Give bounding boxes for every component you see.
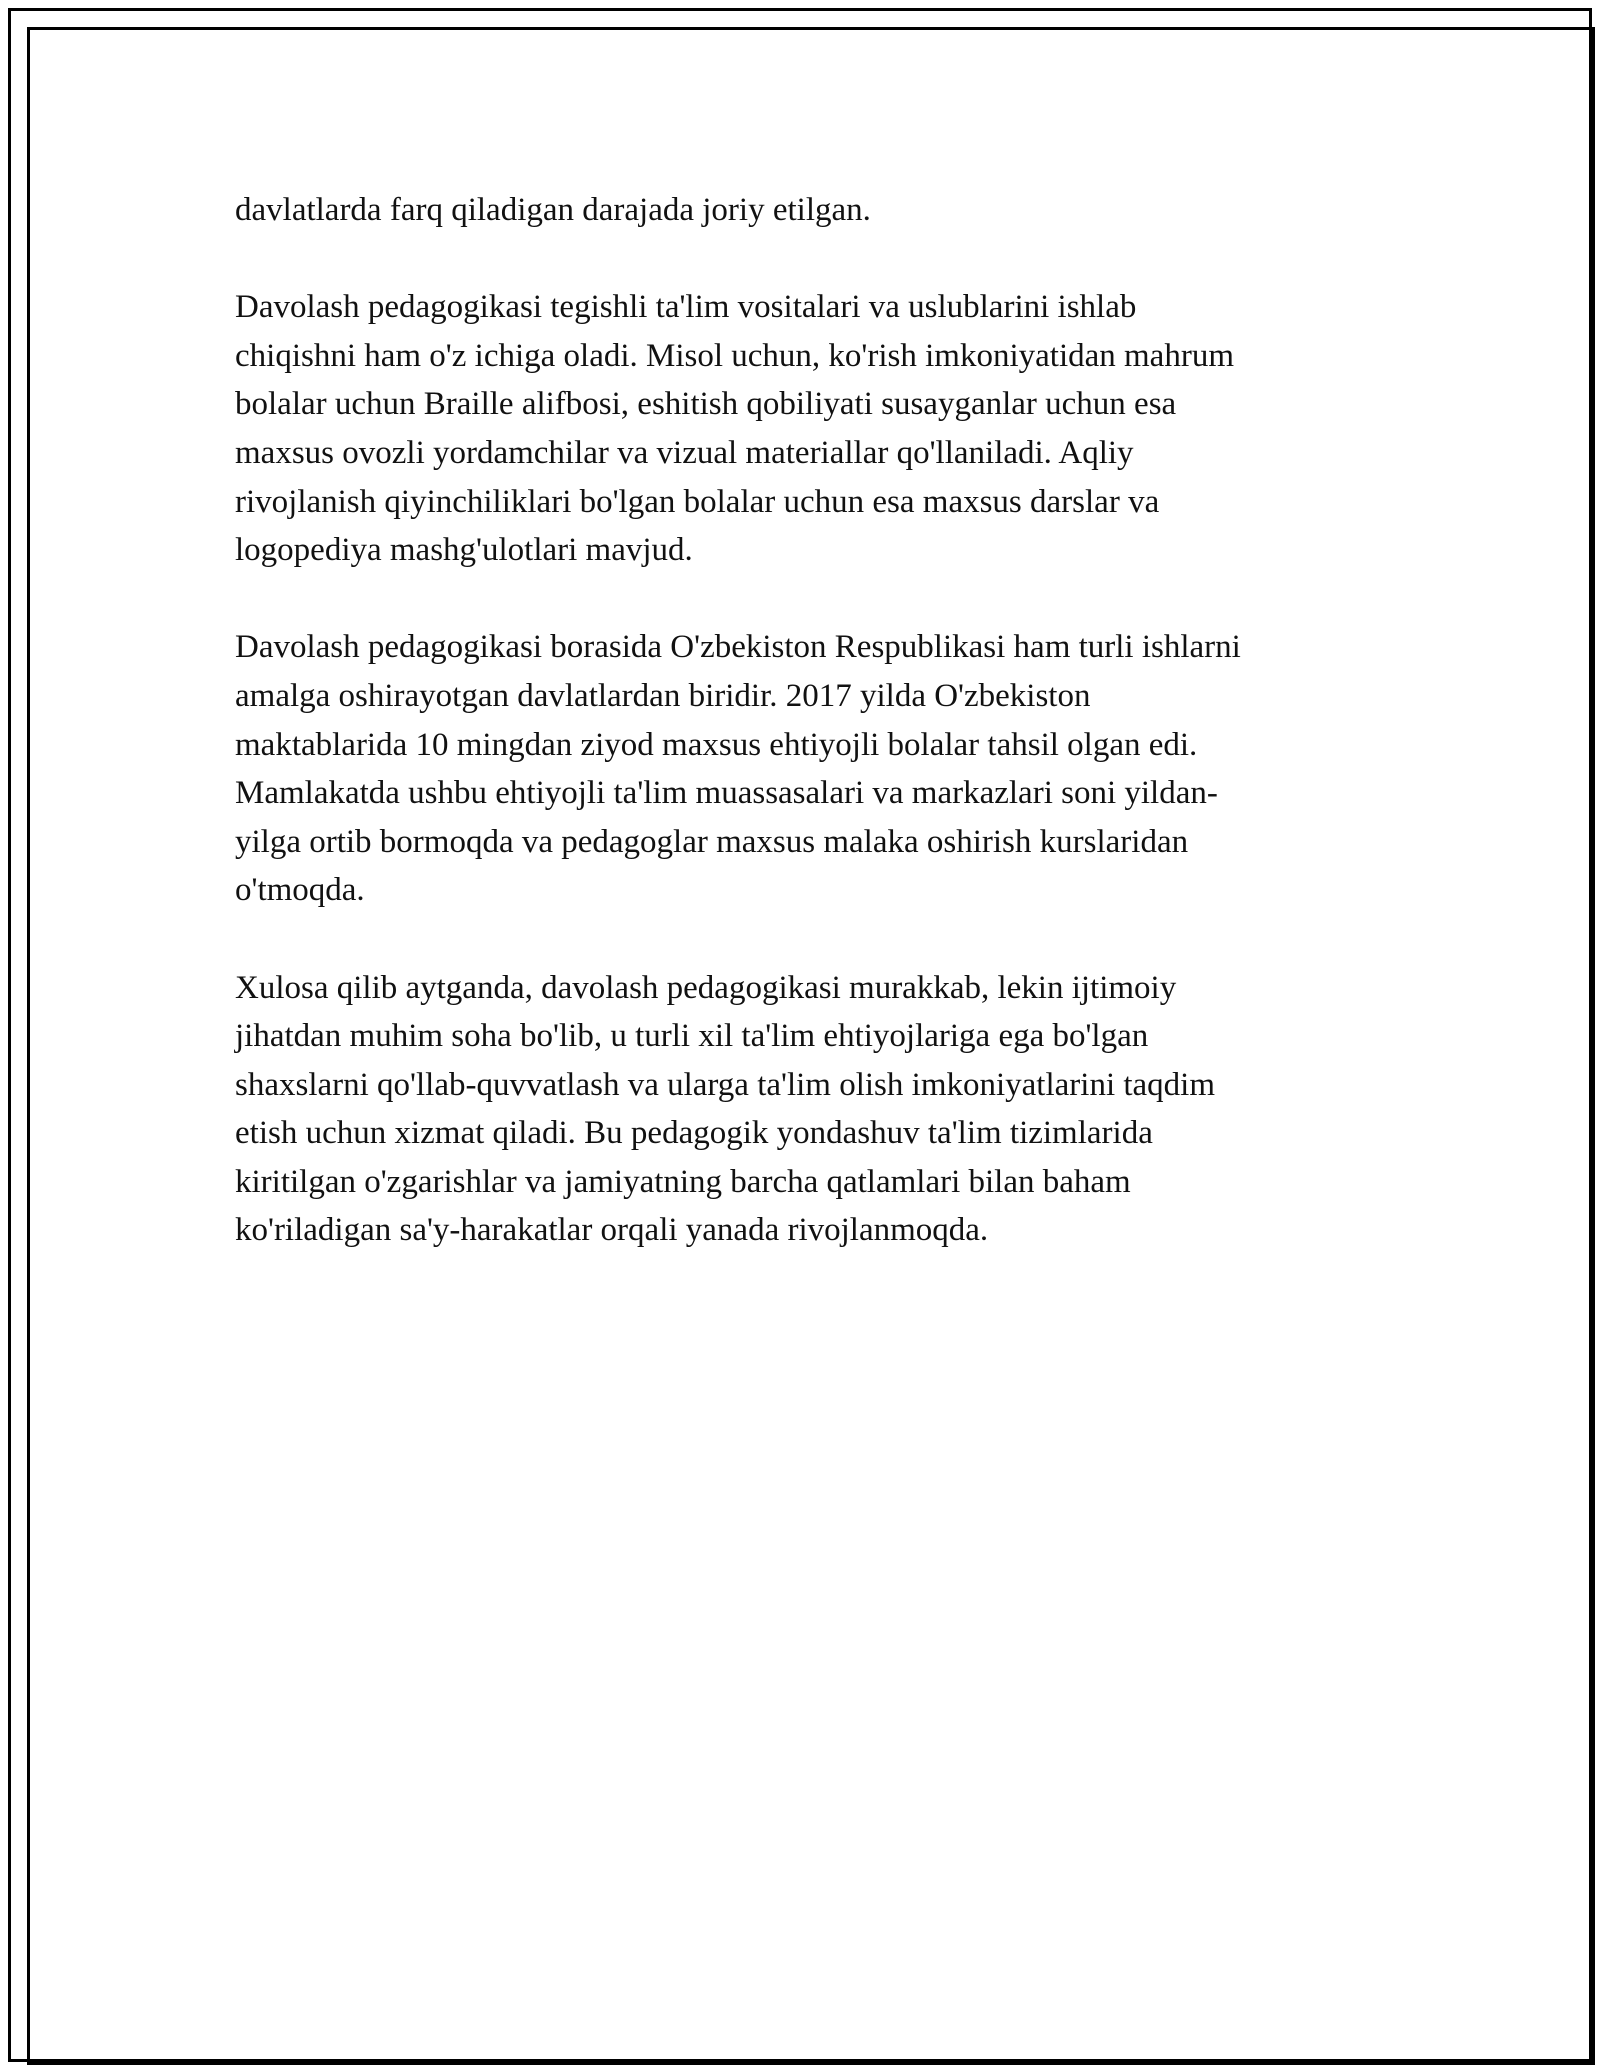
paragraph-line: kiritilgan o'zgarishlar va jamiyatning barcha qatlamlari bilan baham bbox=[235, 1163, 1131, 1200]
paragraph-line: o'tmoqda. bbox=[235, 872, 365, 909]
paragraph-line: Xulosa qilib aytganda, davolash pedagogikasi murakkab, lekin ijtimoiy bbox=[235, 969, 1177, 1006]
paragraph-line: etish uchun xizmat qiladi. Bu pedagogik yondashuv ta'lim tizimlarida bbox=[235, 1115, 1153, 1152]
paragraph-4 bbox=[235, 964, 1380, 1256]
paragraph-line: amalga oshirayotgan davlatlardan biridir. 2017 yilda O'zbekiston bbox=[235, 677, 1091, 714]
paragraph-line: chiqishni ham o'z ichiga oladi. Misol uchun, ko'rish imkoniyatidan mahrum bbox=[235, 337, 1234, 374]
paragraph-line: Mamlakatda ushbu ehtiyojli ta'lim muassasalari va markazlari soni yildan- bbox=[235, 775, 1218, 812]
paragraph-line: bolalar uchun Braille alifbosi, eshitish qobiliyati susayganlar uchun esa bbox=[235, 386, 1177, 423]
paragraph-line: Davolash pedagogikasi tegishli ta'lim vositalari va uslublarini ishlab bbox=[235, 289, 1137, 326]
document-body bbox=[235, 186, 1380, 1304]
paragraph-line: davlatlarda farq qiladigan darajada joriy etilgan. bbox=[235, 192, 871, 228]
paragraph-line: logopediya mashg'ulotlari mavjud. bbox=[235, 532, 693, 569]
paragraph-1 bbox=[235, 186, 1380, 235]
paragraph-line: ko'riladigan sa'y-harakatlar orqali yanada rivojlanmoqda. bbox=[235, 1212, 989, 1249]
paragraph-line: yilga ortib bormoqda va pedagoglar maxsus malaka oshirish kurslaridan bbox=[235, 823, 1189, 860]
paragraph-3 bbox=[235, 623, 1380, 915]
paragraph-2 bbox=[235, 283, 1380, 575]
paragraph-line: Davolash pedagogikasi borasida O'zbekiston Respublikasi ham turli ishlarni bbox=[235, 629, 1241, 666]
paragraph-line: jihatdan muhim soha bo'lib, u turli xil ta'lim ehtiyojlariga ega bo'lgan bbox=[235, 1018, 1149, 1055]
paragraph-line: maktablarida 10 mingdan ziyod maxsus ehtiyojli bolalar tahsil olgan edi. bbox=[235, 726, 1198, 763]
paragraph-line: shaxslarni qo'llab-quvvatlash va ularga ta'lim olish imkoniyatlarini taqdim bbox=[235, 1066, 1216, 1103]
paragraph-line: maxsus ovozli yordamchilar va vizual materiallar qo'llaniladi. Aqliy bbox=[235, 434, 1134, 471]
paragraph-line: rivojlanish qiyinchiliklari bo'lgan bolalar uchun esa maxsus darslar va bbox=[235, 483, 1160, 520]
